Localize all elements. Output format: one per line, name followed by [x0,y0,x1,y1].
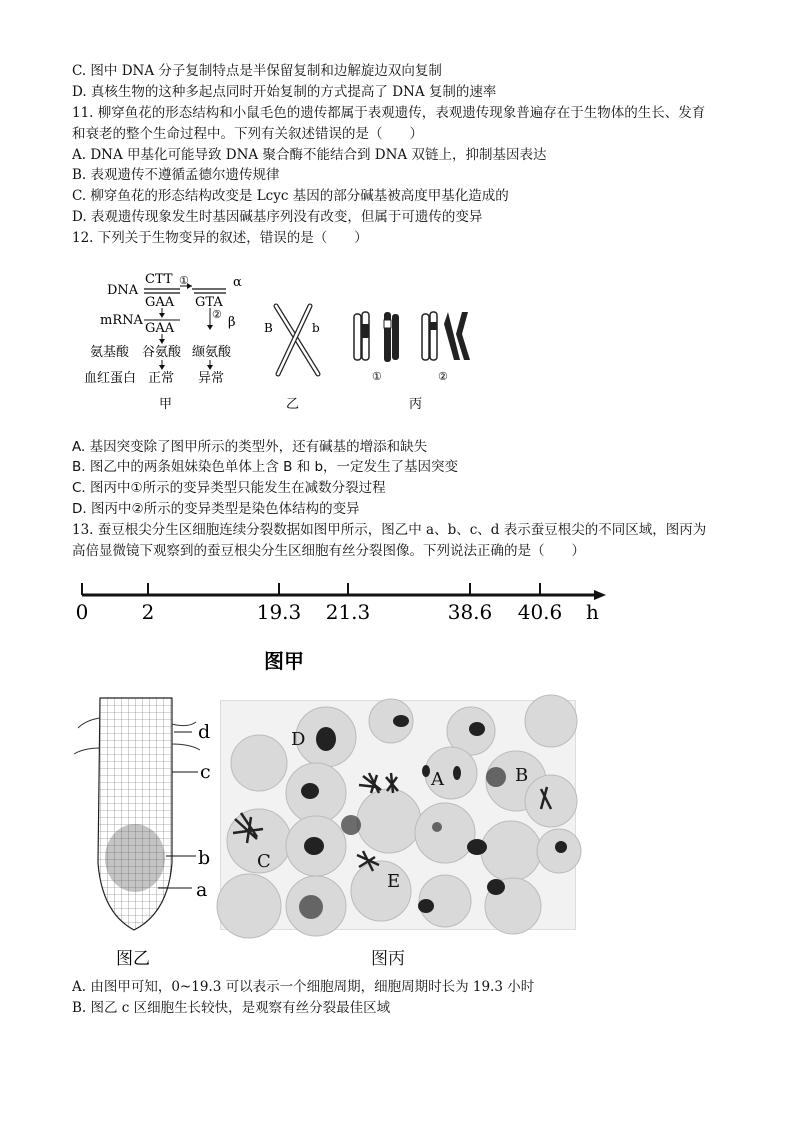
option-c-q11: C. 柳穿鱼花的形态结构改变是 Lcyc 基因的部分碱基被高度甲基化造成的 [72,188,509,204]
option-c-q12: C. 图丙中①所示的变异类型只能发生在减数分裂过程 [72,480,386,496]
caption-jia: 甲 [159,397,173,412]
hemoglobin-normal: 正常 [148,371,175,386]
tick-2: 2 [141,600,155,624]
timeline-figure [70,575,630,685]
hemoglobin-label: 血红蛋白 [84,371,137,386]
option-d-q10: D. 真核生物的这种多起点同时开始复制的方式提高了 DNA 复制的速率 [72,84,497,100]
chrom-b-upper: B [264,321,273,335]
caption-yi: 乙 [286,397,300,412]
option-c-q10: C. 图中 DNA 分子复制特点是半保留复制和边解旋边双向复制 [72,63,442,79]
option-d-q12: D. 图丙中②所示的变异类型是染色体结构的变异 [72,501,360,517]
step-1-label: ① [179,274,189,287]
dna-bottom-right: GTA [195,295,223,310]
photo-label-d: D [291,729,306,750]
photo-label-e: E [387,871,401,892]
figure-q12 [84,264,476,414]
bing-label-2: ② [438,370,448,383]
question-11-stem: 11. 柳穿鱼花的形态结构和小鼠毛色的遗传都属于表观遗传，表观遗传现象普遍存在于生物体的生长、发育 [72,105,706,121]
photo-label-c: C [257,851,271,872]
chromosome-pair-1 [354,312,399,362]
option-d-q11: D. 表观遗传现象发生时基因碱基序列没有改变，但属于可遗传的变异 [72,209,483,225]
alpha-label: α [233,275,242,290]
amino-acid-left: 谷氨酸 [142,345,182,360]
photo-label-a: A [431,769,444,790]
chrom-b-lower: b [312,321,320,335]
option-a-q13: A. 由图甲可知，0~19.3 可以表示一个细胞周期，细胞周期时长为 19.3 小时 [72,979,535,995]
question-12-stem: 12. 下列关于生物变异的叙述，错误的是（ ） [72,230,368,246]
dna-bottom-left: GAA [145,295,175,310]
question-13-stem-cont: 高倍显微镜下观察到的蚕豆根尖分生区细胞有丝分裂图像。下列说法正确的是（ ） [72,543,585,559]
option-a-q12: A. 基因突变除了图甲所示的类型外，还有碱基的增添和缺失 [72,439,428,455]
mrna-label: mRNA [100,313,143,328]
caption-tu-jia: 图甲 [264,649,304,673]
tick-19-3: 19.3 [256,600,302,624]
question-13-stem: 13. 蚕豆根尖分生区细胞连续分裂数据如图甲所示，图乙中 a、b、c、d 表示蚕豆根尖的不同区域，图丙为 [72,522,707,538]
amino-acid-label: 氨基酸 [90,345,130,360]
option-b-q11: B. 表观遗传不遵循孟德尔遗传规律 [72,167,280,183]
root-label-b: b [198,847,211,869]
option-b-q12: B. 图乙中的两条姐妹染色单体上含 B 和 b，一定发生了基因突变 [72,459,459,475]
tick-21-3: 21.3 [325,600,371,624]
root-label-a: a [196,879,208,901]
amino-acid-right: 缬氨酸 [192,345,232,360]
root-label-c: c [200,761,211,783]
tick-unit: h [586,600,599,624]
root-tip-figure [72,698,217,973]
photo-label-b: B [515,765,529,786]
dna-top-left: CTT [145,272,173,287]
dna-label: DNA [107,283,139,298]
caption-tu-bing: 图丙 [371,949,405,969]
tick-40-6: 40.6 [517,600,563,624]
option-a-q11: A. DNA 甲基化可能导致 DNA 聚合酶不能结合到 DNA 双链上，抑制基因表达 [72,147,547,163]
beta-label: β [228,315,236,330]
tick-38-6: 38.6 [447,600,493,624]
chromosome-pair-2 [422,312,470,360]
bing-label-1: ① [372,370,382,383]
mrna-left: GAA [145,321,175,336]
root-label-d: d [198,721,211,743]
caption-tu-yi: 图乙 [116,949,150,969]
caption-bing: 丙 [409,397,423,412]
hemoglobin-abnormal: 异常 [198,371,225,386]
micrograph-photo [220,700,576,930]
option-b-q13: B. 图乙 c 区细胞生长较快，是观察有丝分裂最佳区域 [72,1000,391,1016]
tick-0: 0 [75,600,89,624]
step-2-label: ② [212,308,222,321]
chromatid-cross [276,306,318,374]
question-11-stem-cont: 和衰老的整个生命过程中。下列有关叙述错误的是（ ） [72,126,423,142]
